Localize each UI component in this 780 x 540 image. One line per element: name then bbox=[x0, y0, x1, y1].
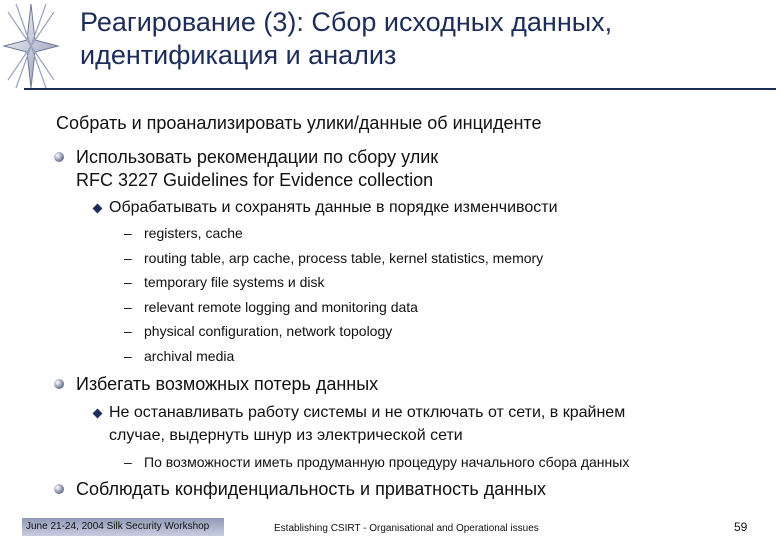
slide-footer bbox=[0, 514, 780, 540]
bullet-1-sub-text: Обрабатывать и сохранять данные в порядке изменчивости bbox=[109, 199, 558, 216]
diamond-bullet-icon bbox=[93, 409, 103, 419]
footer-left-text: June 21-24, 2004 Silk Security Workshop bbox=[26, 521, 210, 532]
dash-icon: – bbox=[124, 299, 132, 315]
list-item-text: physical configuration, network topology bbox=[144, 323, 393, 339]
bullet-1-line-1: Использовать рекомендации по сбору улик bbox=[76, 147, 439, 167]
slide-title bbox=[80, 6, 770, 72]
dash-icon: – bbox=[124, 348, 132, 364]
diamond-bullet-icon bbox=[93, 204, 103, 214]
list-item-text: По возможности иметь продуманную процедуру начального сбора данных bbox=[144, 454, 630, 470]
list-item-text: routing table, arp cache, process table, kernel statistics, memory bbox=[144, 250, 544, 266]
bullet-2-sub-line-2: случае, выдернуть шнур из электрической сети bbox=[109, 427, 463, 444]
page-number: 59 bbox=[734, 520, 748, 534]
bullet-dot-icon bbox=[54, 152, 64, 162]
dash-icon: – bbox=[124, 454, 132, 470]
star-logo-icon bbox=[0, 0, 62, 92]
dash-icon: – bbox=[124, 225, 132, 241]
footer-center-text: Establishing CSIRT - Organisational and Operational issues bbox=[274, 523, 539, 534]
list-item-text: archival media bbox=[144, 348, 235, 364]
list-item-text: registers, cache bbox=[144, 225, 243, 241]
list-item-text: temporary file systems и disk bbox=[144, 274, 325, 290]
bullet-dot-icon bbox=[54, 379, 64, 389]
bullet-2-text: Избегать возможных потерь данных bbox=[76, 374, 379, 394]
bullet-2-sub-line-1: Не останавливать работу системы и не отключать от сети, в крайнем bbox=[109, 404, 626, 421]
dash-icon: – bbox=[124, 274, 132, 290]
intro-text: Собрать и проанализировать улики/данные об инциденте bbox=[56, 113, 542, 133]
title-divider bbox=[24, 88, 776, 90]
dash-icon: – bbox=[124, 323, 132, 339]
slide-title-line-2: идентификация и анализ bbox=[80, 40, 397, 70]
slide-title-line-1: Реагирование (3): Сбор исходных данных, bbox=[80, 7, 613, 37]
bullet-dot-icon bbox=[54, 484, 64, 494]
list-item-text: relevant remote logging and monitoring data bbox=[144, 299, 418, 315]
bullet-3-text: Соблюдать конфиденциальность и приватность данных bbox=[76, 479, 547, 499]
dash-icon: – bbox=[124, 250, 132, 266]
bullet-1-line-2: RFC 3227 Guidelines for Evidence collection bbox=[76, 170, 434, 190]
